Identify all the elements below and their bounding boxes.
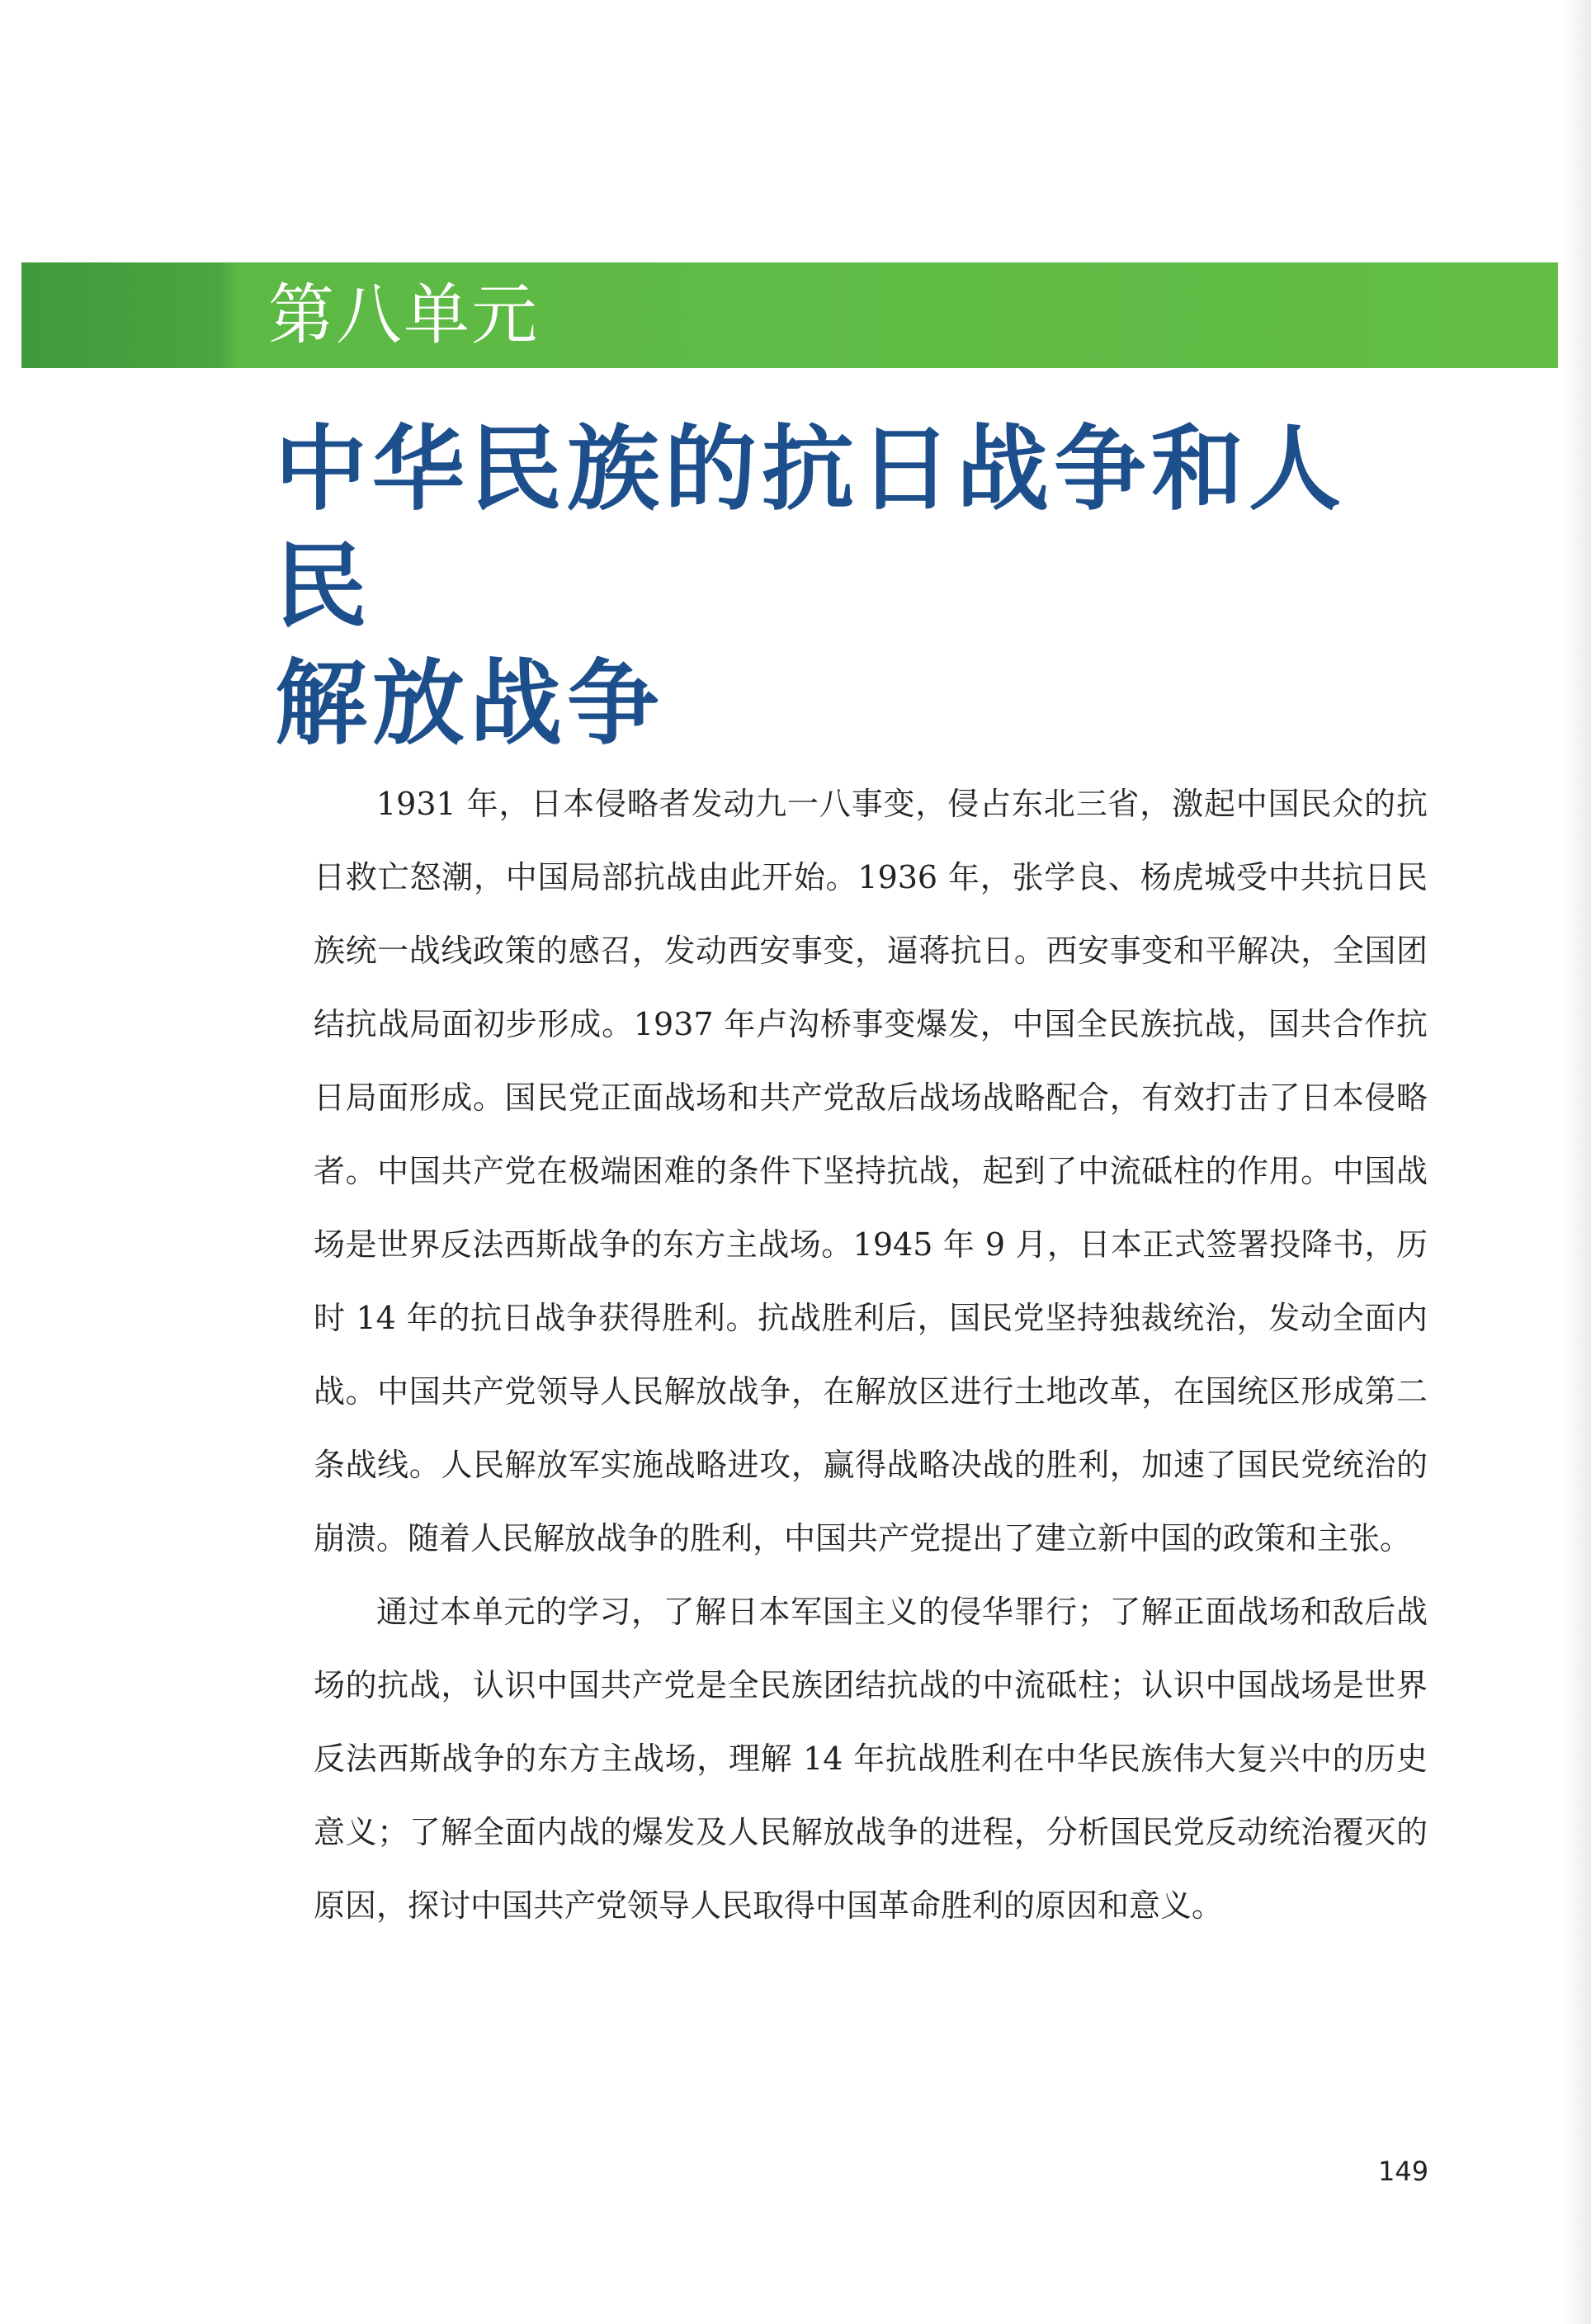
page-number: 149 [1378, 2156, 1429, 2187]
intro-paragraph-1: 1931 年，日本侵略者发动九一八事变，侵占东北三省，激起中国民众的抗日救亡怒潮，中国局部抗战由此开始。1936 年，张学良、杨虎城受中共抗日民族统一战线政策的感召，发动西安事变，逼蒋抗日。西安事变和平解决，全国团结抗战局面初步形成。1937 年卢沟桥事变爆发，中国全民族抗战，国共合作抗日局面形成。国民党正面战场和共产党敌后战场战略配合，有效打击了日本侵略者。中国共产党在极端困难的条件下坚持抗战，起到了中流砥柱的作用。中国战场是世界反法西斯战争的东方主战场。1945 年 9 月，日本正式签署投降书，历时 14 年的抗日战争获得胜利。抗战胜利后，国民党坚持独裁统治，发动全面内战。中国共产党领导人民解放战争，在解放区进行土地改革，在国统区形成第二条战线。人民解放军实施战略进攻，赢得战略决战的胜利，加速了国民党统治的崩溃。随着人民解放战争的胜利，中国共产党提出了建立新中国的政策和主张。 [314, 786, 1428, 1556]
unit-title [275, 411, 1414, 763]
page-edge-shadow [1561, 0, 1591, 2324]
unit-banner [21, 262, 1558, 368]
intro-paragraph-2: 通过本单元的学习，了解日本军国主义的侵华罪行；了解正面战场和敌后战场的抗战，认识中国共产党是全民族团结抗战的中流砥柱；认识中国战场是世界反法西斯战争的东方主战场，理解 14 年抗战胜利在中华民族伟大复兴中的历史意义；了解全面内战的爆发及人民解放战争的进程，分析国民党反动统治覆灭的原因，探讨中国共产党领导人民取得中国革命胜利的原因和意义。 [314, 1594, 1428, 1924]
unit-introduction [314, 768, 1428, 1943]
unit-title-line-1: 中华民族的抗日战争和人民 [275, 415, 1346, 640]
unit-title-line-2: 解放战争 [275, 649, 664, 758]
unit-label: 第八单元 [268, 276, 539, 353]
